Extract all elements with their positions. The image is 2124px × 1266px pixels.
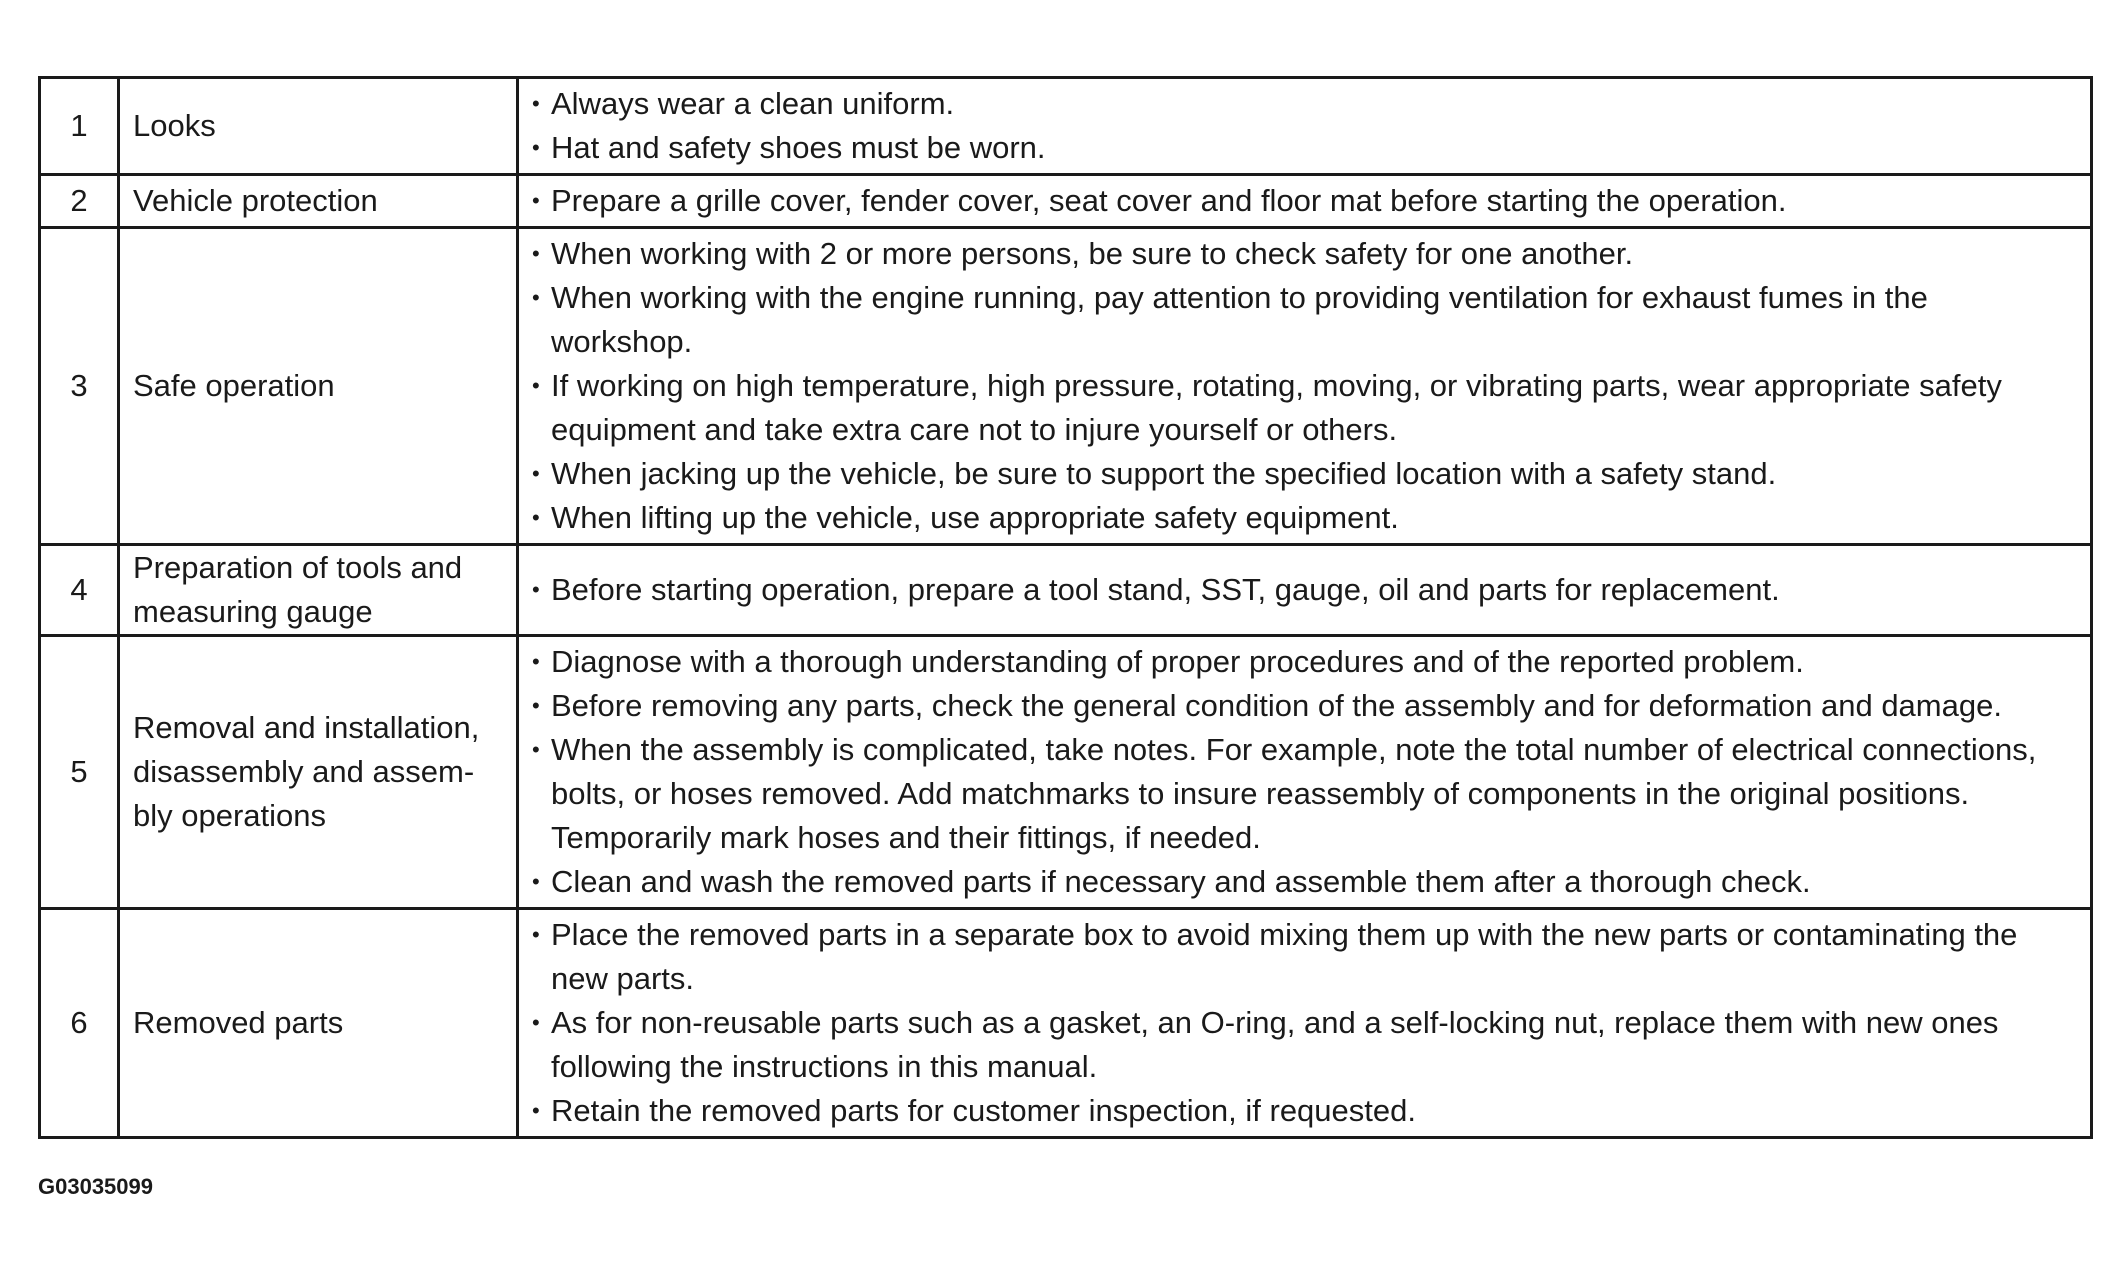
table-row [40, 175, 2092, 228]
list-item [532, 728, 2072, 860]
row-details [518, 545, 2092, 636]
row-details [518, 228, 2092, 545]
bullet-list [532, 232, 2072, 540]
bullet-icon: • [532, 505, 540, 530]
bullet-list [532, 568, 2072, 612]
list-item [532, 496, 2072, 540]
bullet-text: When jacking up the vehicle, be sure to support the specified location with a safety stand. [551, 456, 1777, 491]
row-number: 2 [40, 175, 119, 228]
table-row [40, 545, 2092, 636]
list-item [532, 860, 2072, 904]
bullet-text: Hat and safety shoes must be worn. [551, 130, 1046, 165]
figure-id: G03035099 [38, 1174, 153, 1199]
list-item [532, 1001, 2072, 1089]
precautions-table-container [38, 76, 2093, 1139]
bullet-list [532, 82, 2072, 170]
bullet-text: When working with 2 or more persons, be sure to check safety for one another. [551, 236, 1634, 271]
bullet-list [532, 640, 2072, 904]
bullet-text: Place the removed parts in a separate box to avoid mixing them up with the new parts or contaminating the new parts. [551, 917, 2018, 996]
row-item: Removal and installation, disassembly and assem- bly operations [119, 636, 518, 909]
row-number: 4 [40, 545, 119, 636]
bullet-text: Prepare a grille cover, fender cover, seat cover and floor mat before starting the operation. [551, 183, 1787, 218]
bullet-list [532, 179, 2072, 223]
row-details [518, 636, 2092, 909]
bullet-icon: • [532, 91, 540, 116]
bullet-text: When working with the engine running, pay attention to providing ventilation for exhaust fumes in the workshop. [551, 280, 1928, 359]
bullet-icon: • [532, 869, 540, 894]
bullet-text: Clean and wash the removed parts if necessary and assemble them after a thorough check. [551, 864, 1811, 899]
list-item [532, 913, 2072, 1001]
list-item [532, 1089, 2072, 1133]
row-number: 1 [40, 78, 119, 175]
list-item [532, 640, 2072, 684]
bullet-icon: • [532, 649, 540, 674]
bullet-icon: • [532, 188, 540, 213]
bullet-icon: • [532, 285, 540, 310]
row-details [518, 78, 2092, 175]
row-number: 6 [40, 909, 119, 1138]
bullet-icon: • [532, 693, 540, 718]
list-item [532, 452, 2072, 496]
list-item [532, 276, 2072, 364]
bullet-icon: • [532, 1098, 540, 1123]
row-item: Preparation of tools and measuring gauge [119, 545, 518, 636]
row-item: Vehicle protection [119, 175, 518, 228]
list-item [532, 364, 2072, 452]
bullet-text: If working on high temperature, high pressure, rotating, moving, or vibrating parts, wear appropriate safety equipment and take extra care not to injure yourself or others. [551, 368, 2002, 447]
bullet-icon: • [532, 241, 540, 266]
row-number: 5 [40, 636, 119, 909]
bullet-text: Always wear a clean uniform. [551, 86, 955, 121]
bullet-icon: • [532, 577, 540, 602]
list-item [532, 684, 2072, 728]
list-item [532, 82, 2072, 126]
row-item: Removed parts [119, 909, 518, 1138]
bullet-icon: • [532, 461, 540, 486]
bullet-text: As for non-reusable parts such as a gasket, an O-ring, and a self-locking nut, replace them with new ones following the instructions in this manual. [551, 1005, 1999, 1084]
bullet-text: Diagnose with a thorough understanding of proper procedures and of the reported problem. [551, 644, 1804, 679]
bullet-icon: • [532, 922, 540, 947]
precautions-table [38, 76, 2093, 1139]
row-details [518, 909, 2092, 1138]
list-item [532, 126, 2072, 170]
bullet-text: When the assembly is complicated, take notes. For example, note the total number of electrical connections, bolts, or hoses removed. Add matchmarks to insure reassembly of components in the original positions. Temporarily mark hoses and their fittings, if needed. [551, 732, 2037, 855]
bullet-text: When lifting up the vehicle, use appropriate safety equipment. [551, 500, 1399, 535]
bullet-icon: • [532, 737, 540, 762]
bullet-list [532, 913, 2072, 1133]
list-item [532, 232, 2072, 276]
row-details [518, 175, 2092, 228]
row-item: Safe operation [119, 228, 518, 545]
table-row [40, 636, 2092, 909]
row-item: Looks [119, 78, 518, 175]
list-item [532, 179, 2072, 223]
bullet-text: Before removing any parts, check the general condition of the assembly and for deformation and damage. [551, 688, 2002, 723]
precautions-table-body [40, 78, 2092, 1138]
bullet-icon: • [532, 373, 540, 398]
row-number: 3 [40, 228, 119, 545]
bullet-icon: • [532, 1010, 540, 1035]
list-item [532, 568, 2072, 612]
bullet-icon: • [532, 135, 540, 160]
bullet-text: Retain the removed parts for customer inspection, if requested. [551, 1093, 1416, 1128]
table-row [40, 909, 2092, 1138]
table-row [40, 228, 2092, 545]
bullet-text: Before starting operation, prepare a tool stand, SST, gauge, oil and parts for replacement. [551, 572, 1780, 607]
table-row [40, 78, 2092, 175]
